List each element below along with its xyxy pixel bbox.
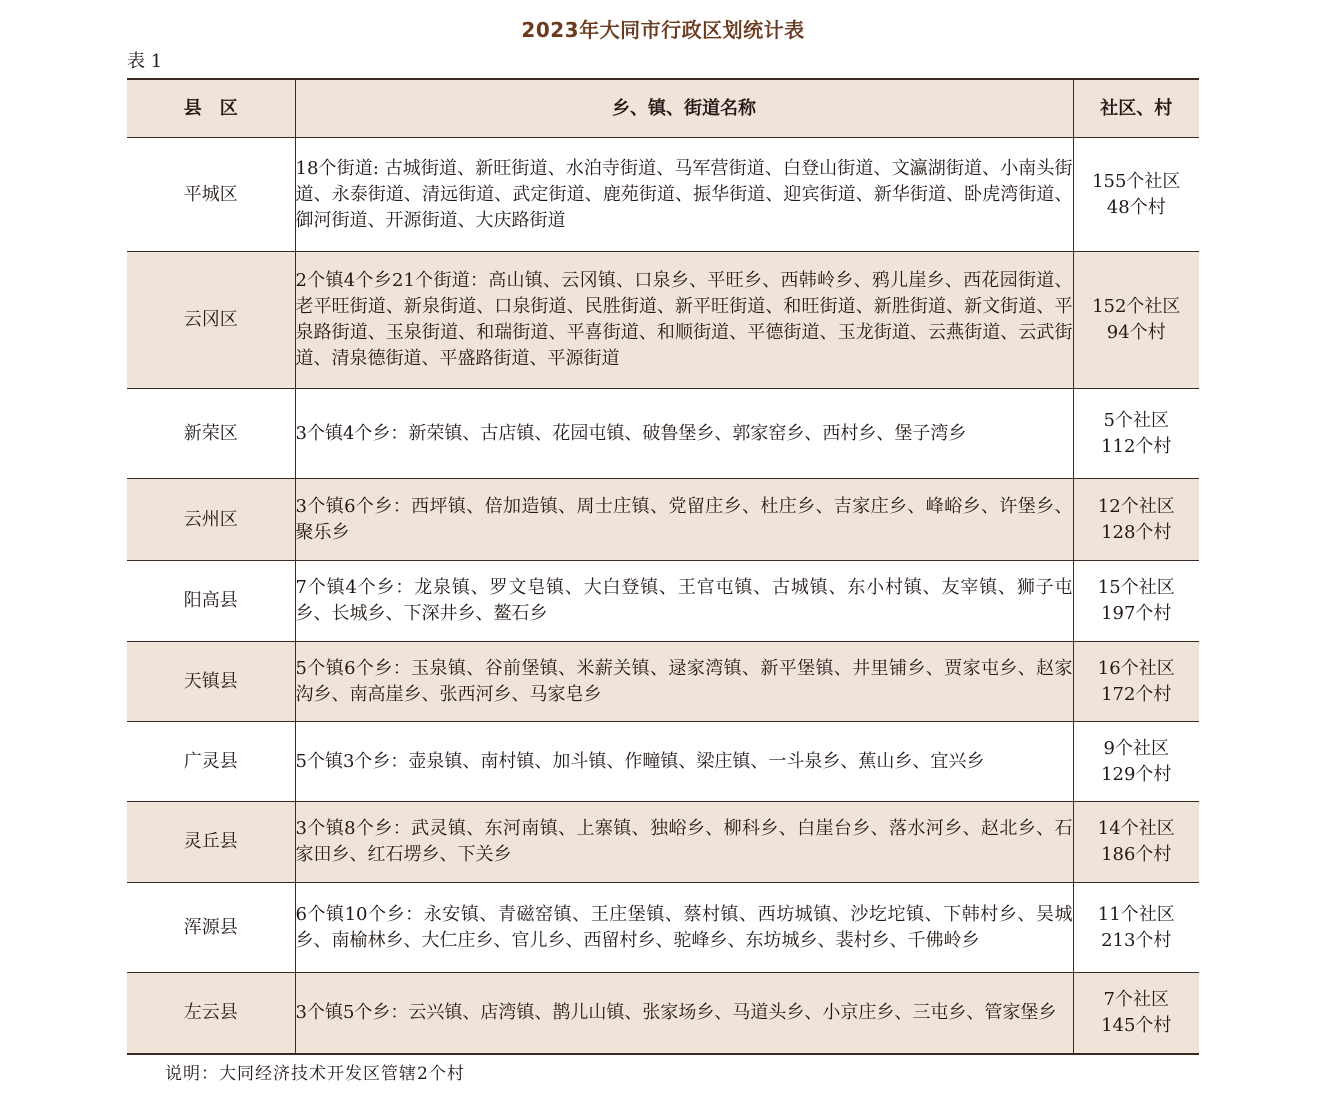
table-row xyxy=(127,479,1199,561)
county-cell: 阳高县 xyxy=(127,561,295,642)
table-header-row xyxy=(127,79,1199,138)
counts-cell xyxy=(1073,389,1199,479)
counts-cell xyxy=(1073,561,1199,642)
village-count: 186个村 xyxy=(1101,844,1172,865)
table-row xyxy=(127,252,1199,389)
village-count: 94个村 xyxy=(1106,322,1166,343)
names-cell: 5个镇3个乡：壶泉镇、南村镇、加斗镇、作疃镇、梁庄镇、一斗泉乡、蕉山乡、宜兴乡 xyxy=(295,722,1073,802)
county-cell: 广灵县 xyxy=(127,722,295,802)
footnote: 说明：大同经济技术开发区管辖2个村 xyxy=(165,1064,465,1084)
header-county: 县 区 xyxy=(127,79,295,138)
header-names: 乡、镇、街道名称 xyxy=(295,79,1073,138)
counts-cell xyxy=(1073,802,1199,883)
admin-division-table xyxy=(127,78,1199,1055)
community-count: 12个社区 xyxy=(1097,495,1175,517)
village-count: 197个村 xyxy=(1101,603,1172,624)
counts-cell xyxy=(1073,252,1199,389)
page-title: 2023年大同市行政区划统计表 xyxy=(521,18,805,42)
header-counts: 社区、村 xyxy=(1073,79,1199,138)
county-cell: 灵丘县 xyxy=(127,802,295,883)
county-cell: 左云县 xyxy=(127,973,295,1054)
community-count: 15个社区 xyxy=(1097,577,1175,598)
community-count: 152个社区 xyxy=(1092,296,1181,317)
table-row xyxy=(127,138,1199,252)
table-row xyxy=(127,883,1199,973)
county-cell: 云州区 xyxy=(127,479,295,561)
table-row xyxy=(127,642,1199,722)
names-cell: 3个镇5个乡：云兴镇、店湾镇、鹊儿山镇、张家场乡、马道头乡、小京庄乡、三屯乡、管家堡乡 xyxy=(295,973,1073,1054)
county-cell: 新荣区 xyxy=(127,389,295,479)
table-row xyxy=(127,802,1199,883)
community-count: 16个社区 xyxy=(1097,657,1175,679)
village-count: 112个村 xyxy=(1101,435,1172,457)
community-count: 11个社区 xyxy=(1097,903,1175,925)
county-cell: 浑源县 xyxy=(127,883,295,973)
names-cell: 3个镇4个乡：新荣镇、古店镇、花园屯镇、破鲁堡乡、郭家窑乡、西村乡、堡子湾乡 xyxy=(295,389,1073,479)
counts-cell xyxy=(1073,973,1199,1054)
community-count: 5个社区 xyxy=(1103,409,1169,431)
community-count: 7个社区 xyxy=(1103,988,1169,1010)
county-cell: 天镇县 xyxy=(127,642,295,722)
table-row xyxy=(127,973,1199,1054)
names-cell: 5个镇6个乡：玉泉镇、谷前堡镇、米薪关镇、逯家湾镇、新平堡镇、井里铺乡、贾家屯乡、赵家沟乡、南高崖乡、张西河乡、马家皂乡 xyxy=(295,642,1073,722)
names-cell: 3个镇8个乡：武灵镇、东河南镇、上寨镇、独峪乡、柳科乡、白崖台乡、落水河乡、赵北乡、石家田乡、红石塄乡、下关乡 xyxy=(295,802,1073,883)
village-count: 48个村 xyxy=(1106,196,1166,218)
village-count: 213个村 xyxy=(1101,929,1172,951)
names-cell: 6个镇10个乡：永安镇、青磁窑镇、王庄堡镇、蔡村镇、西坊城镇、沙圪坨镇、下韩村乡、吴城乡、南榆林乡、大仁庄乡、官儿乡、西留村乡、驼峰乡、东坊城乡、裴村乡、千佛岭乡 xyxy=(295,883,1073,973)
village-count: 128个村 xyxy=(1101,521,1172,543)
counts-cell xyxy=(1073,642,1199,722)
table-row xyxy=(127,389,1199,479)
counts-cell xyxy=(1073,883,1199,973)
names-cell: 3个镇6个乡：西坪镇、倍加造镇、周士庄镇、党留庄乡、杜庄乡、吉家庄乡、峰峪乡、许堡乡、聚乐乡 xyxy=(295,479,1073,561)
village-count: 145个村 xyxy=(1101,1014,1172,1036)
names-cell: 7个镇4个乡：龙泉镇、罗文皂镇、大白登镇、王官屯镇、古城镇、东小村镇、友宰镇、狮子屯乡、长城乡、下深井乡、鳌石乡 xyxy=(295,561,1073,642)
counts-cell xyxy=(1073,479,1199,561)
county-cell: 平城区 xyxy=(127,138,295,252)
table-row xyxy=(127,722,1199,802)
community-count: 9个社区 xyxy=(1103,737,1169,759)
village-count: 129个村 xyxy=(1101,763,1172,785)
community-count: 14个社区 xyxy=(1097,818,1175,839)
names-cell: 18个街道: 古城街道、新旺街道、水泊寺街道、马军营街道、白登山街道、文瀛湖街道、小南头街道、永泰街道、清远街道、武定街道、鹿苑街道、振华街道、迎宾街道、新华街道、卧虎湾街道、御河街道、开源街道、大庆路街道 xyxy=(295,138,1073,252)
names-cell: 2个镇4个乡21个街道：高山镇、云冈镇、口泉乡、平旺乡、西韩岭乡、鸦儿崖乡、西花园街道、老平旺街道、新泉街道、口泉街道、民胜街道、新平旺街道、和旺街道、新胜街道、新文街道、平泉路街道、玉泉街道、和瑞街道、平喜街道、和顺街道、平德街道、玉龙街道、云燕街道、云武街道、清泉德街道、平盛路街道、平源街道 xyxy=(295,252,1073,389)
table-caption: 表 1 xyxy=(127,51,163,72)
village-count: 172个村 xyxy=(1101,683,1172,705)
table-row xyxy=(127,561,1199,642)
county-cell: 云冈区 xyxy=(127,252,295,389)
counts-cell xyxy=(1073,722,1199,802)
community-count: 155个社区 xyxy=(1092,170,1181,192)
counts-cell xyxy=(1073,138,1199,252)
